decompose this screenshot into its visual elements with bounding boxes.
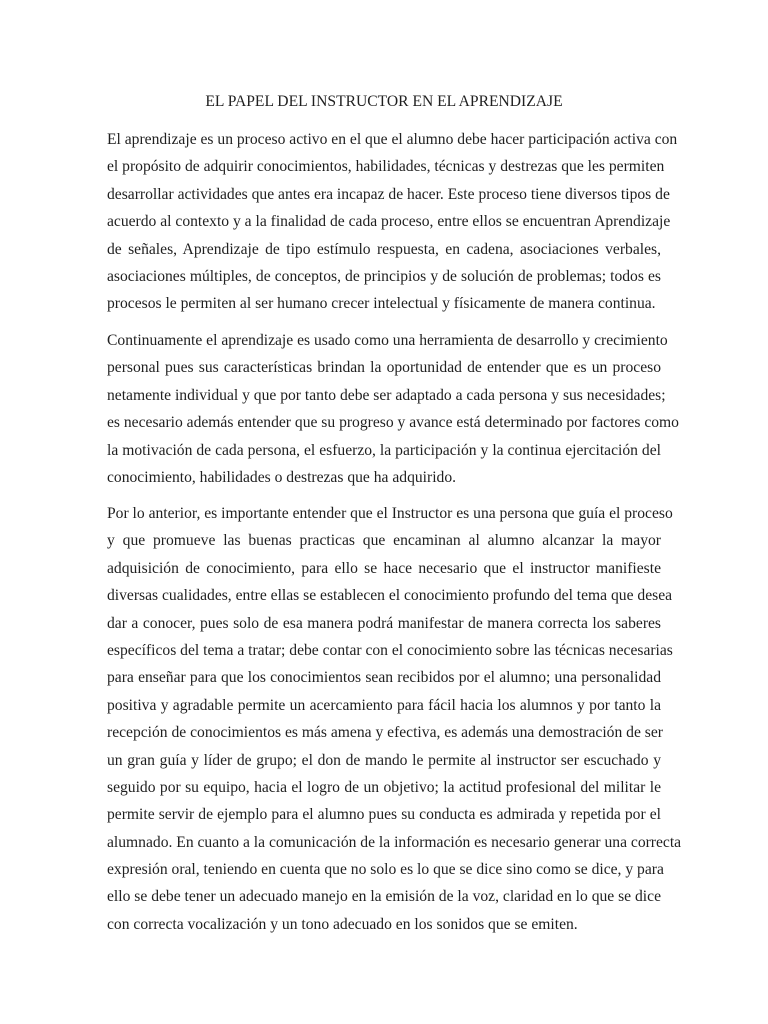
text-line: positiva y agradable permite un acercamiento para fácil hacia los alumnos y por tanto la (107, 696, 661, 714)
text-line: netamente individual y que por tanto debe ser adaptado a cada persona y sus necesidades; (107, 386, 666, 404)
text-line: específicos del tema a tratar; debe contar con el conocimiento sobre las técnicas necesarias (107, 641, 673, 659)
text-line: y que promueve las buenas practicas que encaminan al alumno alcanzar la mayor (107, 532, 661, 550)
text-line: alumnado. En cuanto a la comunicación de la información es necesario generar una correcta (107, 833, 682, 851)
text-line: adquisición de conocimiento, para ello se hace necesario que el instructor manifieste (107, 559, 661, 577)
text-line: el propósito de adquirir conocimientos, habilidades, técnicas y destrezas que les permiten (107, 158, 665, 176)
text-line: permite servir de ejemplo para el alumno pues su conducta es admirada y repetida por el (107, 806, 661, 824)
text-line: para enseñar para que los conocimientos sean recibidos por el alumno; una personalidad (107, 669, 661, 687)
text-line: Continuamente el aprendizaje es usado como una herramienta de desarrollo y crecimiento (107, 332, 668, 349)
text-line: dar a conocer, pues solo de esa manera podrá manifestar de manera correcta los saberes (107, 614, 661, 632)
text-line: con correcta vocalización y un tono adecuado en los sonidos que se emiten. (107, 915, 578, 933)
text-line: desarrollar actividades que antes era incapaz de hacer. Este proceso tiene diversos tipos de (107, 185, 670, 203)
text-line: Por lo anterior, es importante entender que el Instructor es una persona que guía el proceso (107, 505, 673, 522)
text-line: la motivación de cada persona, el esfuerzo, la participación y la continua ejercitación del (107, 441, 661, 459)
text-line: procesos le permiten al ser humano crecer intelectual y físicamente de manera continua. (107, 295, 656, 313)
document-title: EL PAPEL DEL INSTRUCTOR EN EL APRENDIZAJE (205, 93, 563, 110)
text-line: conocimiento, habilidades o destrezas que ha adquirido. (107, 468, 457, 486)
text-line: es necesario además entender que su progreso y avance está determinado por factores como (107, 414, 679, 432)
text-line: de señales, Aprendizaje de tipo estímulo respuesta, en cadena, asociaciones verbales, (107, 240, 661, 258)
paragraph-2 (107, 327, 679, 491)
text-line: expresión oral, teniendo en cuenta que no solo es lo que se dice sino como se dice, y para (107, 861, 664, 879)
paragraph-3 (107, 500, 682, 938)
text-line: seguido por su equipo, hacia el logro de un objetivo; la actitud profesional del militar le (107, 778, 661, 796)
text-line: un gran guía y líder de grupo; el don de mando le permite al instructor ser escuchado y (107, 751, 661, 769)
text-line: El aprendizaje es un proceso activo en el que el alumno debe hacer participación activa con (107, 131, 678, 148)
text-line: asociaciones múltiples, de conceptos, de principios y de solución de problemas; todos es (107, 267, 661, 285)
text-line: ello se debe tener un adecuado manejo en la emisión de la voz, claridad en lo que se dice (107, 888, 661, 906)
text-line: diversas cualidades, entre ellas se establecen el conocimiento profundo del tema que desea (107, 587, 673, 605)
text-line: acuerdo al contexto y a la finalidad de cada proceso, entre ellos se encuentran Aprendizaje (107, 213, 671, 231)
text-line: personal pues sus características brindan la oportunidad de entender que es un proceso (107, 359, 661, 377)
text-line: recepción de conocimientos es más amena y efectiva, es además una demostración de ser (107, 724, 663, 742)
paragraph-1 (107, 126, 678, 318)
